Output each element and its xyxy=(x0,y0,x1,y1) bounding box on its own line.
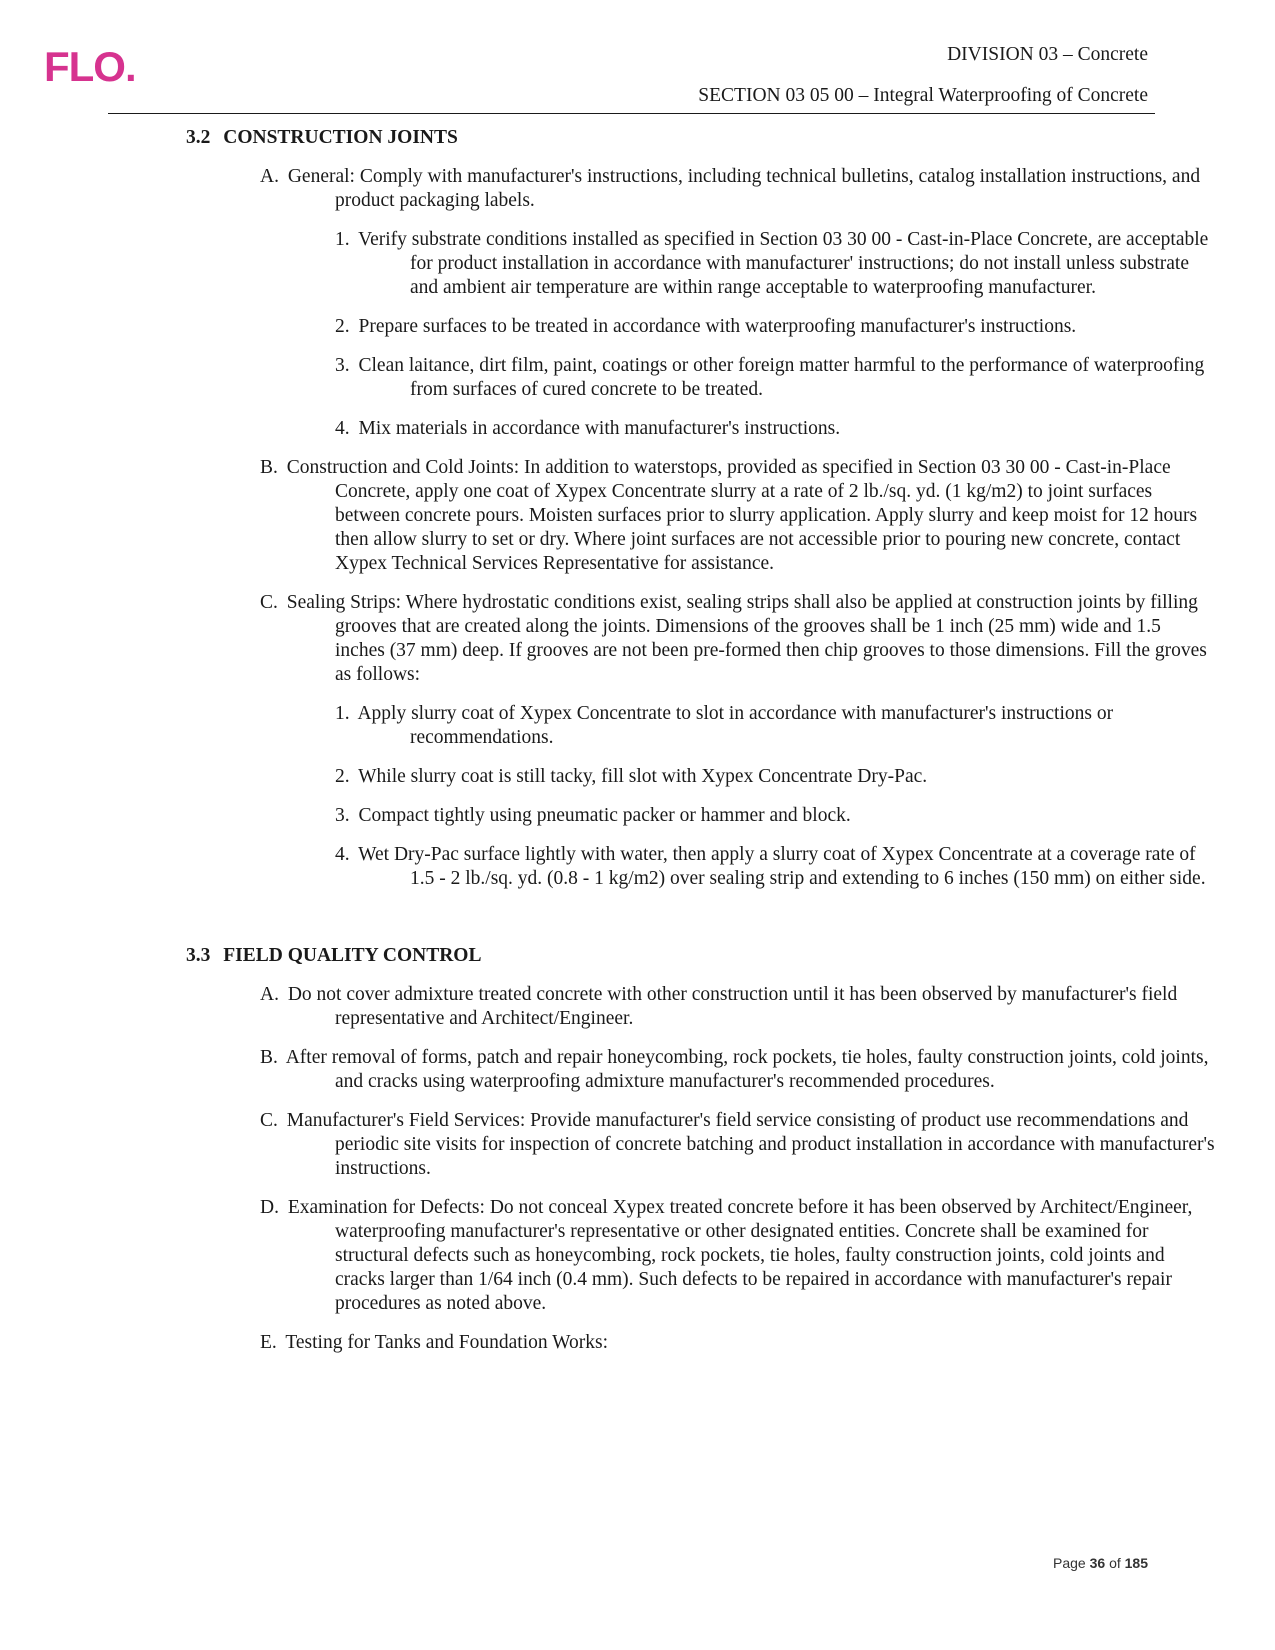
clause-label: C. xyxy=(260,592,278,613)
clause-3-2-a-4 xyxy=(335,417,1210,441)
clause-3-2-c-2 xyxy=(335,765,1210,789)
page-word: Page xyxy=(1053,1555,1086,1571)
clause-label: 3. xyxy=(335,805,350,826)
section-heading-3-2 xyxy=(186,125,1156,151)
clause-label: 1. xyxy=(335,703,350,724)
clause-text: Examination for Defects: Do not conceal Xypex treated concrete before it has been observed by Architect/Engineer, waterproofing manufacturer's representative or other designated entities. Concrete shall be examined for structural defects such as honeycombing, rock pockets, tie holes, faulty construction joints, cold joints and cracks larger than 1/64 inch (0.4 mm). Such defects to be repaired in accordance with manufacturer's repair procedures as noted above. xyxy=(287,1197,1193,1314)
header-division: DIVISION 03 – Concrete xyxy=(947,44,1148,65)
clause-label: A. xyxy=(260,166,279,187)
clause-3-2-c xyxy=(260,591,1215,687)
clause-3-2-b xyxy=(260,456,1215,576)
clause-text: General: Comply with manufacturer's instructions, including technical bulletins, catalog installation instructions, and product packaging labels. xyxy=(287,166,1201,211)
clause-text: Apply slurry coat of Xypex Concentrate to slot in accordance with manufacturer's instructions or recommendations. xyxy=(357,703,1114,748)
of-word: of xyxy=(1109,1555,1121,1571)
section-number: 3.2 xyxy=(186,127,211,148)
logo-text: FLO. xyxy=(44,44,136,90)
clause-label: 2. xyxy=(335,766,350,787)
clause-label: E. xyxy=(260,1332,277,1353)
clause-text: Compact tightly using pneumatic packer or hammer and block. xyxy=(358,805,851,826)
clause-label: A. xyxy=(260,984,279,1005)
page-total: 185 xyxy=(1124,1555,1148,1571)
page-footer xyxy=(1053,1555,1148,1571)
clause-3-2-a-3 xyxy=(335,354,1210,402)
clause-3-3-c xyxy=(260,1109,1215,1181)
section-number: 3.3 xyxy=(186,945,211,966)
header-rule xyxy=(108,113,1155,114)
page-number: 36 xyxy=(1089,1555,1106,1571)
section-title: CONSTRUCTION JOINTS xyxy=(223,127,458,148)
document-body xyxy=(186,125,1215,1355)
clause-text: After removal of forms, patch and repair honeycombing, rock pockets, tie holes, faulty construction joints, cold joints, and cracks using waterproofing admixture manufacturer's recommended procedures. xyxy=(285,1047,1209,1092)
clause-text: Sealing Strips: Where hydrostatic conditions exist, sealing strips shall also be applied at construction joints by filling grooves that are created along the joints. Dimensions of the grooves shall be 1 inch (25 mm) wide and 1.5 inches (37 mm) deep. If grooves are not been pre-formed then chip grooves to those dimensions. Fill the groves as follows: xyxy=(286,592,1207,685)
clause-label: 4. xyxy=(335,418,350,439)
flo-logo xyxy=(44,44,144,90)
clause-text: Mix materials in accordance with manufacturer's instructions. xyxy=(358,418,841,439)
clause-label: D. xyxy=(260,1197,279,1218)
clause-3-2-c-1 xyxy=(335,702,1210,750)
section-title: FIELD QUALITY CONTROL xyxy=(223,945,482,966)
section-heading-3-3 xyxy=(186,943,1156,969)
clause-3-2-a xyxy=(260,165,1215,213)
clause-label: 2. xyxy=(335,316,350,337)
clause-text: Clean laitance, dirt film, paint, coatings or other foreign matter harmful to the performance of waterproofing from surfaces of cured concrete to be treated. xyxy=(358,355,1205,400)
clause-label: B. xyxy=(260,1047,278,1068)
clause-label: 3. xyxy=(335,355,350,376)
clause-text: Manufacturer's Field Services: Provide manufacturer's field service consisting of product use recommendations and periodic site visits for inspection of concrete batching and product installation in accordance with manufacturer's instructions. xyxy=(286,1110,1215,1179)
clause-3-3-d xyxy=(260,1196,1215,1316)
clause-label: B. xyxy=(260,457,278,478)
clause-text: Verify substrate conditions installed as specified in Section 03 30 00 - Cast-in-Place Concrete, are acceptable for product installation in accordance with manufacturer' instructions; do not install unless substrate and ambient air temperature are within range acceptable to waterproofing manufacturer. xyxy=(358,229,1209,298)
clause-text: While slurry coat is still tacky, fill slot with Xypex Concentrate Dry-Pac. xyxy=(358,766,928,787)
clause-text: Testing for Tanks and Foundation Works: xyxy=(285,1332,608,1353)
clause-3-3-a xyxy=(260,983,1215,1031)
clause-text: Wet Dry-Pac surface lightly with water, then apply a slurry coat of Xypex Concentrate at a coverage rate of 1.5 - 2 lb./sq. yd. (0.8 - 1 kg/m2) over sealing strip and extending to 6 inches (150 mm) on either side. xyxy=(358,844,1206,889)
clause-label: C. xyxy=(260,1110,278,1131)
clause-3-3-b xyxy=(260,1046,1215,1094)
clause-text: Construction and Cold Joints: In addition to waterstops, provided as specified in Section 03 30 00 - Cast-in-Place Concrete, apply one coat of Xypex Concentrate slurry at a rate of 2 lb./sq. yd. (1 kg/m2) to joint surfaces between concrete pours. Moisten surfaces prior to slurry application. Apply slurry and keep moist for 12 hours then allow slurry to set or dry. Where joint surfaces are not accessible prior to pouring new concrete, contact Xypex Technical Services Representative for assistance. xyxy=(286,457,1198,574)
clause-3-2-c-3 xyxy=(335,804,1210,828)
header-section: SECTION 03 05 00 – Integral Waterproofing of Concrete xyxy=(698,85,1148,106)
clause-text: Prepare surfaces to be treated in accordance with waterproofing manufacturer's instructions. xyxy=(358,316,1077,337)
clause-label: 1. xyxy=(335,229,350,250)
clause-text: Do not cover admixture treated concrete with other construction until it has been observed by manufacturer's field representative and Architect/Engineer. xyxy=(287,984,1178,1029)
clause-label: 4. xyxy=(335,844,350,865)
clause-3-2-a-2 xyxy=(335,315,1210,339)
clause-3-3-e xyxy=(260,1331,1215,1355)
clause-3-2-a-1 xyxy=(335,228,1210,300)
clause-3-2-c-4 xyxy=(335,843,1210,891)
